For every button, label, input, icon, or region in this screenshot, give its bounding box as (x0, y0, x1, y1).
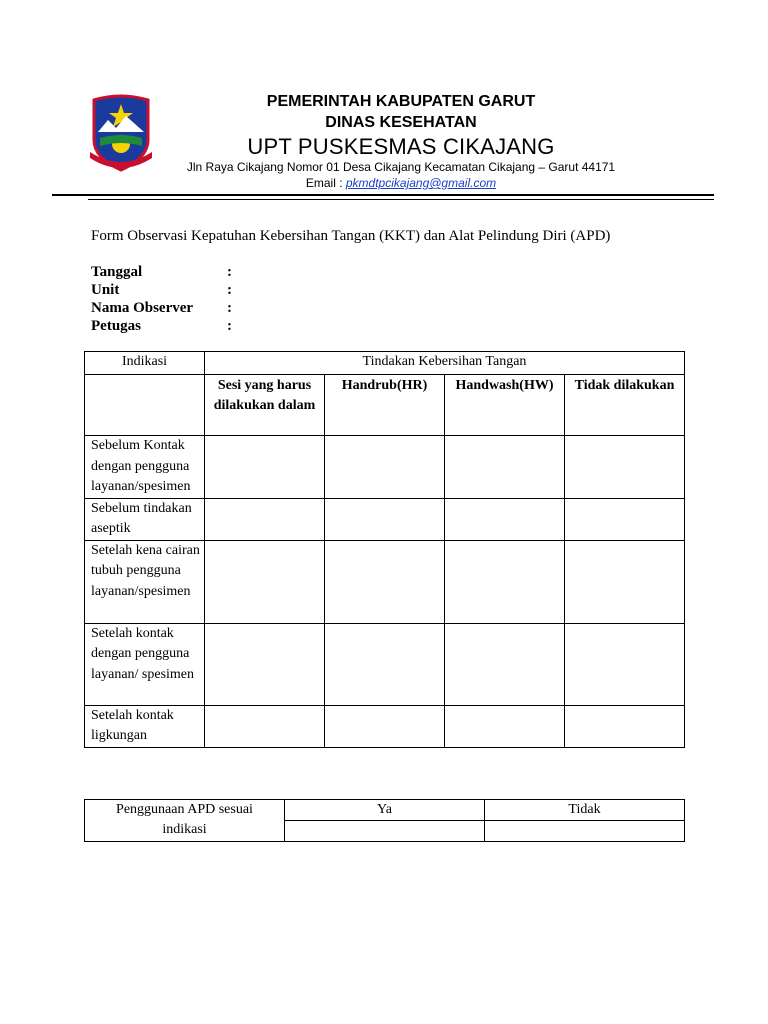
table-cell[interactable] (205, 623, 325, 705)
header-email-line (170, 176, 632, 190)
table-cell[interactable] (325, 436, 445, 499)
table-cell[interactable] (325, 498, 445, 540)
table-cell[interactable] (565, 623, 685, 705)
field-colon: : (227, 318, 232, 334)
table-cell[interactable] (325, 705, 445, 747)
apd-label: Penggunaan APD sesuai indikasi (85, 800, 285, 842)
table-cell[interactable] (445, 498, 565, 540)
field-label: Unit (91, 282, 120, 298)
header-tindakan-group: Tindakan Kebersihan Tangan (205, 352, 685, 375)
header-address: Jln Raya Cikajang Nomor 01 Desa Cikajang Kecamatan Cikajang – Garut 44171 (186, 160, 616, 174)
header-tidak-dilakukan: Tidak dilakukan (565, 375, 685, 436)
table-cell[interactable] (325, 540, 445, 623)
field-colon: : (227, 264, 232, 280)
header-ya: Ya (285, 800, 485, 821)
table-cell[interactable] (565, 498, 685, 540)
header-handrub: Handrub(HR) (325, 375, 445, 436)
form-fields (91, 263, 232, 335)
row-label: Sebelum tindakan aseptik (85, 498, 205, 540)
header-institution: UPT PUSKESMAS CIKAJANG (247, 134, 555, 159)
header-handwash: Handwash(HW) (445, 375, 565, 436)
row-label: Setelah kontak ligkungan (85, 705, 205, 747)
header-government: PEMERINTAH KABUPATEN GARUT (266, 93, 536, 110)
garut-crest-logo (88, 94, 154, 174)
apd-ya-cell[interactable] (285, 821, 485, 842)
field-label: Petugas (91, 318, 141, 334)
row-label: Setelah kena cairan tubuh pengguna layanan/spesimen (85, 540, 205, 623)
field-label: Tanggal (91, 264, 143, 280)
hand-hygiene-table (84, 351, 685, 748)
table-cell[interactable] (445, 705, 565, 747)
field-colon: : (227, 282, 232, 298)
table-cell[interactable] (565, 436, 685, 499)
table-row (85, 705, 685, 747)
table-row (85, 436, 685, 499)
table-cell[interactable] (205, 498, 325, 540)
header-rule-thick (52, 194, 714, 196)
field-nama-observer[interactable] (91, 299, 232, 317)
field-tanggal[interactable] (91, 263, 232, 281)
table-cell[interactable] (565, 705, 685, 747)
form-title: Form Observasi Kepatuhan Kebersihan Tangan (KKT) dan Alat Pelindung Diri (APD) (91, 228, 611, 244)
table-cell[interactable] (565, 540, 685, 623)
field-colon: : (227, 300, 232, 316)
table-cell[interactable] (205, 705, 325, 747)
header-indikasi: Indikasi (85, 352, 205, 375)
table-cell[interactable] (205, 436, 325, 499)
header-blank-cell (85, 375, 205, 436)
field-unit[interactable] (91, 281, 232, 299)
row-label: Setelah kontak dengan pengguna layanan/ spesimen (85, 623, 205, 705)
apd-table (84, 799, 685, 842)
email-label: Email : (305, 176, 346, 190)
header-sesi: Sesi yang harus dilakukan dalam (205, 375, 325, 436)
header-department: DINAS KESEHATAN (325, 114, 477, 131)
table-cell[interactable] (445, 436, 565, 499)
table-row (85, 623, 685, 705)
table-cell[interactable] (325, 623, 445, 705)
table-cell[interactable] (205, 540, 325, 623)
field-label: Nama Observer (91, 300, 194, 316)
row-label: Sebelum Kontak dengan pengguna layanan/spesimen (85, 436, 205, 499)
table-cell[interactable] (445, 623, 565, 705)
email-link[interactable]: pkmdtpcikajang@gmail.com (345, 176, 497, 190)
table-row (85, 498, 685, 540)
table-row (85, 540, 685, 623)
apd-tidak-cell[interactable] (485, 821, 685, 842)
field-petugas[interactable] (91, 317, 232, 335)
header-tidak: Tidak (485, 800, 685, 821)
header-rule-thin (88, 199, 714, 200)
table-cell[interactable] (445, 540, 565, 623)
